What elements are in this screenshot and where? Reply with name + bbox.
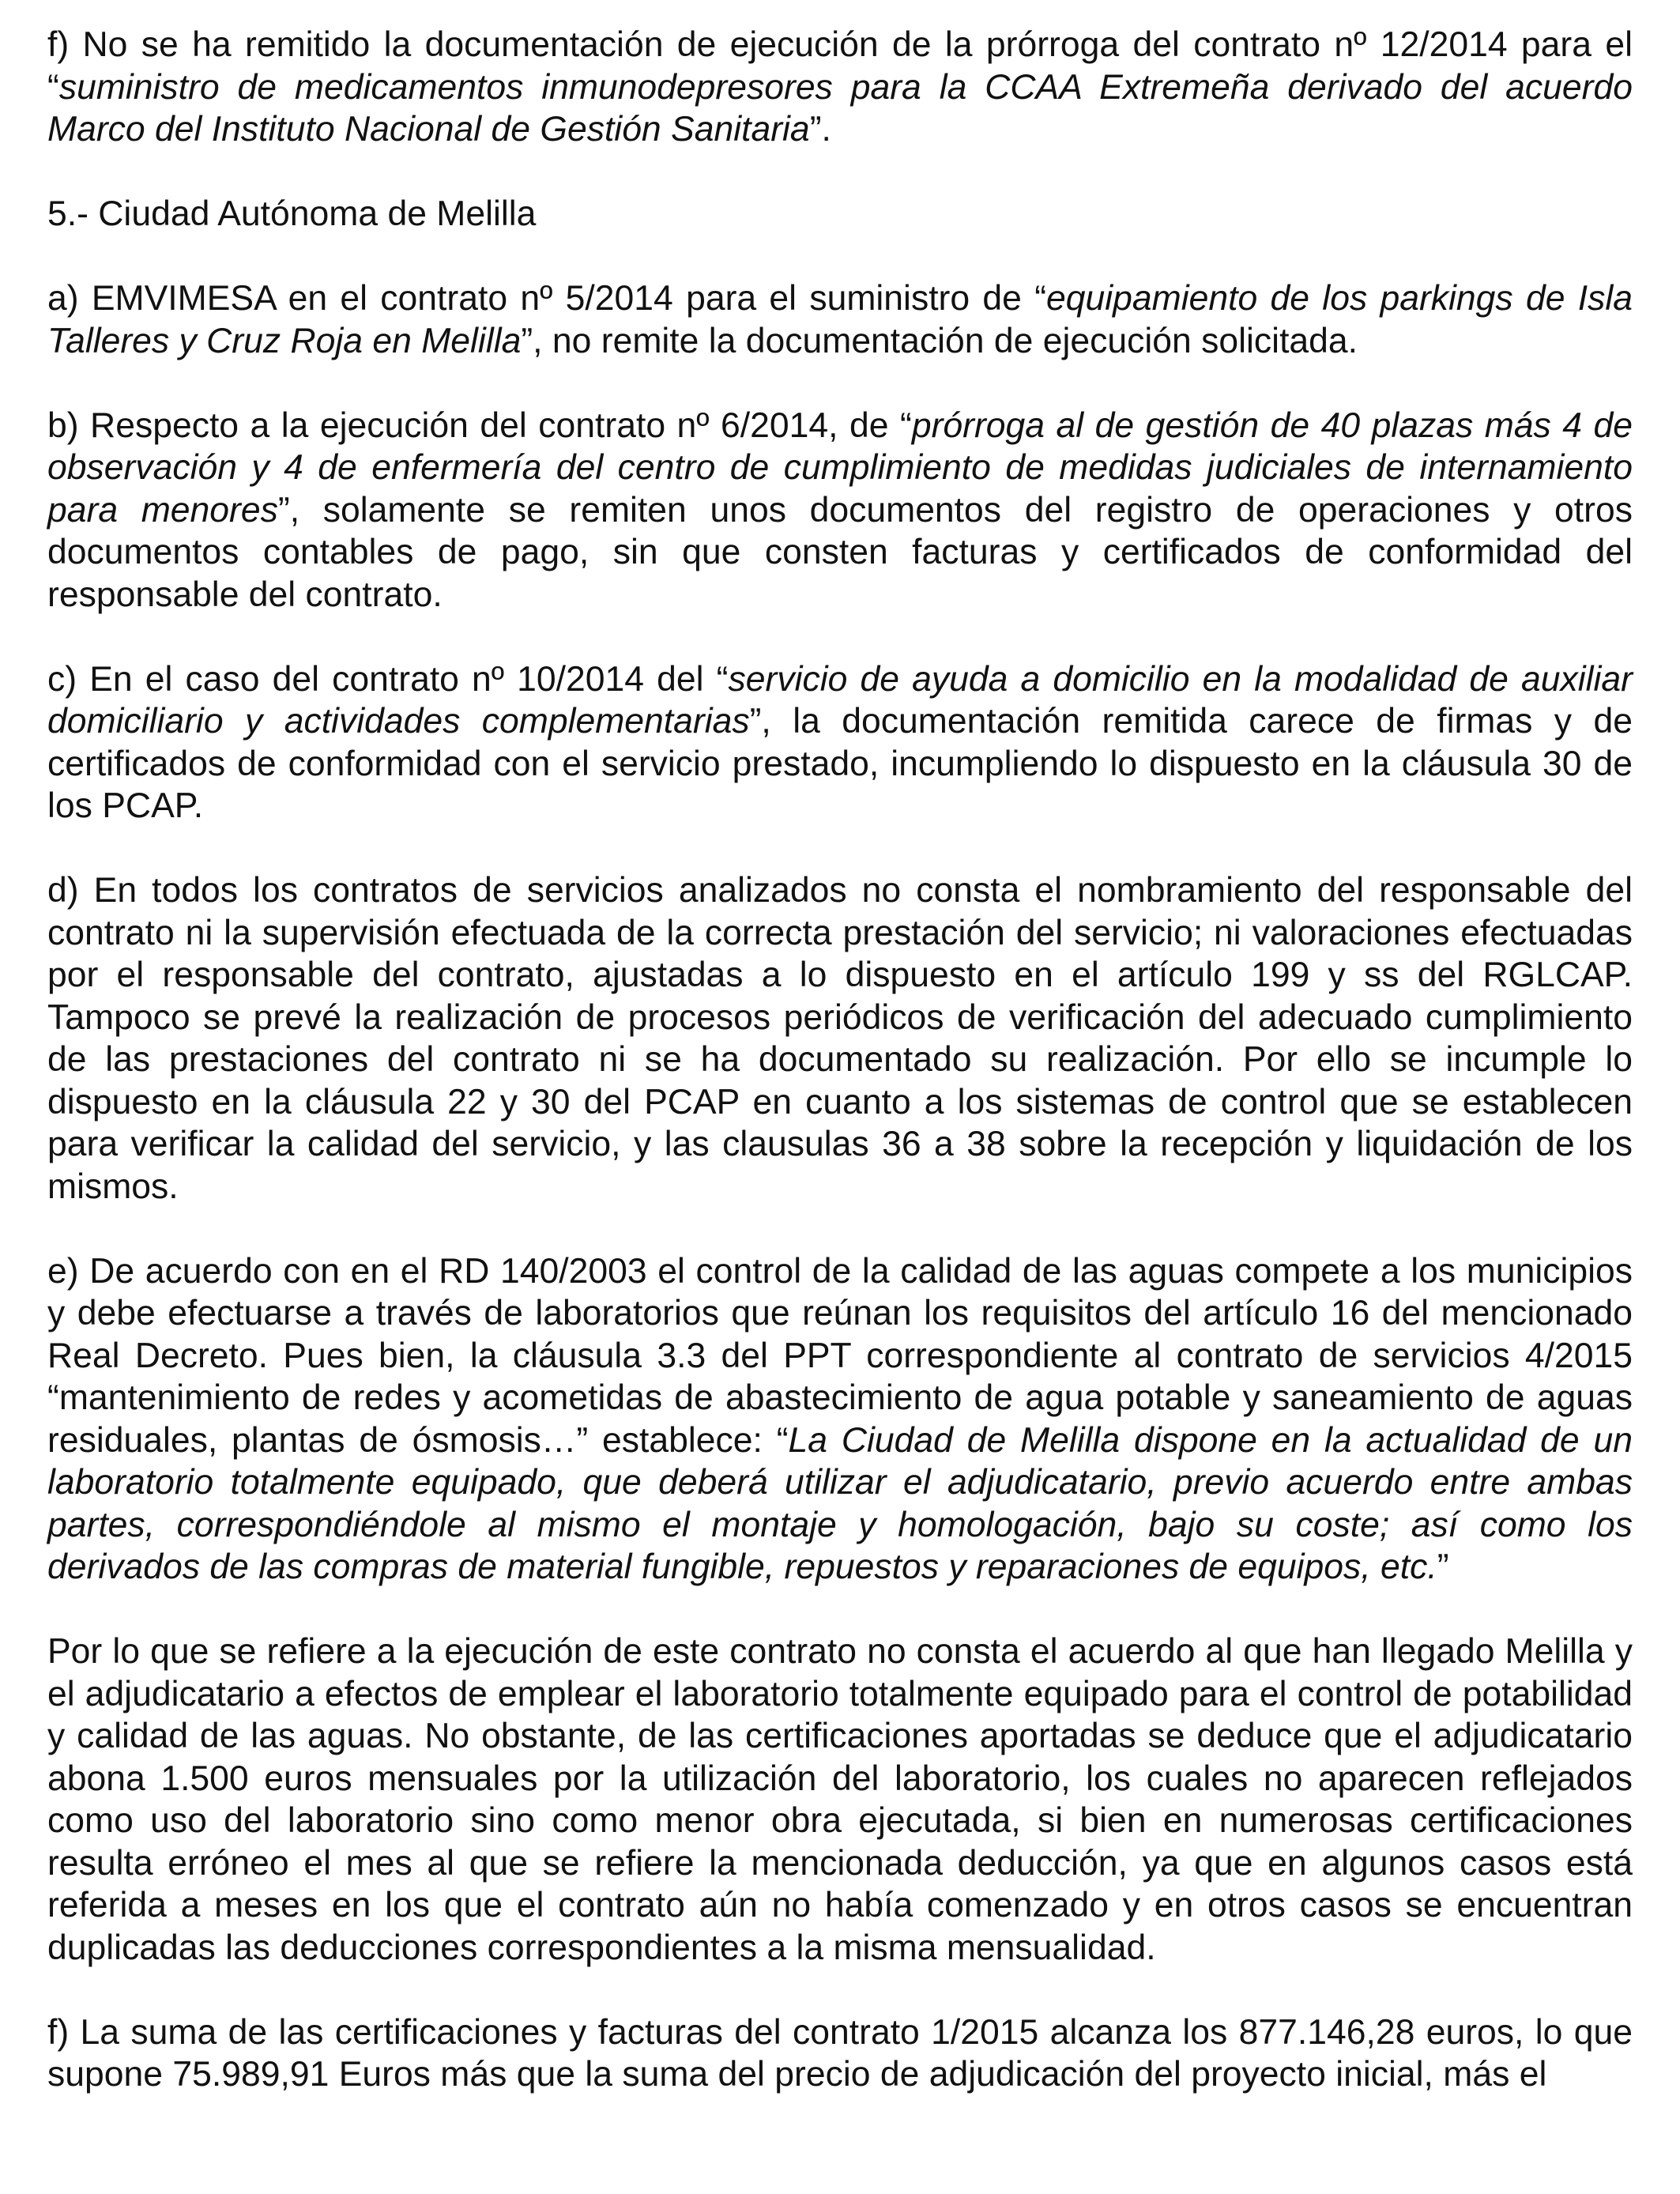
- italic-text-run: suministro de medicamentos inmunodepresores para la CCAA Extremeña derivado del acuerdo Marco del Instituto Nacional de Gestión Sanitaria: [47, 67, 1633, 149]
- text-run: f) No se ha remitido la documentación de ejecución de la prórroga del contrato nº 12/2014 para el “: [47, 25, 1633, 107]
- paragraph-f-melilla: [47, 2011, 1633, 2096]
- paragraph-laboratorio: [47, 1630, 1633, 1969]
- paragraph-f-extremadura: [47, 24, 1633, 151]
- italic-text-run: prórroga al de gestión de 40 plazas más 4 de observación y 4 de enfermería del centro de cumplimiento de medidas judiciales de internamiento para menores: [47, 405, 1633, 530]
- section-heading-melilla: [47, 193, 1633, 236]
- text-run: d) En todos los contratos de servicios analizados no consta el nombramiento del responsable del contrato ni la supervisión efectuada de la correcta prestación del servicio; ni valoraciones efectuadas por el responsable del contrato, ajustadas a lo dispuesto en el artículo 199 y ss del RGLCAP. Tampoco se prevé la realización de procesos periódicos de verificación del adecuado cumplimiento de las prestaciones del contrato ni se ha documentado su realización. Por ello se incumple lo dispuesto en la cláusula 22 y 30 del PCAP en cuanto a los sistemas de control que se establecen para verificar la calidad del servicio, y las clausulas 36 a 38 sobre la recepción y liquidación de los mismos.: [47, 871, 1633, 1206]
- text-run: ”.: [809, 110, 831, 149]
- text-run: e) De acuerdo con en el RD 140/2003 el control de la calidad de las aguas compete a los municipios y debe efectuarse a través de laboratorios que reúnan los requisitos del artículo 16 del mencionado Real Decreto. Pues bien, la cláusula 3.3 del PPT correspondiente al contrato de servicios 4/2015 “mantenimiento de redes y acometidas de abastecimiento de agua potable y saneamiento de aguas residuales, plantas de ósmosis…” establece: “: [47, 1251, 1633, 1460]
- paragraph-a: [47, 277, 1633, 362]
- text-run: ”, la documentación remitida carece de firmas y de certificados de conformidad con el servicio prestado, incumpliendo lo dispuesto en la cláusula 30 de los PCAP.: [47, 702, 1633, 825]
- text-run: f) La suma de las certificaciones y facturas del contrato 1/2015 alcanza los 877.146,28 euros, lo que supone 75.989,91 Euros más que la suma del precio de adjudicación del proyecto inicial, más el: [47, 2012, 1633, 2094]
- paragraph-d: [47, 869, 1633, 1208]
- text-run: a) EMVIMESA en el contrato nº 5/2014 para el suministro de “: [47, 279, 1047, 318]
- text-run: Por lo que se refiere a la ejecución de este contrato no consta el acuerdo al que han llegado Melilla y el adjudicatario a efectos de emplear el laboratorio totalmente equipado para el control de potabilidad y calidad de las aguas. No obstante, de las certificaciones aportadas se deduce que el adjudicatario abona 1.500 euros mensuales por la utilización del laboratorio, los cuales no aparecen reflejados como uso del laboratorio sino como menor obra ejecutada, si bien en numerosas certificaciones resulta erróneo el mes al que se refiere la mencionada deducción, ya que en algunos casos está referida a meses en los que el contrato aún no había comenzado y en otros casos se encuentran duplicadas las deducciones correspondientes a la misma mensualidad.: [47, 1632, 1633, 1967]
- italic-text-run: servicio de ayuda a domicilio en la modalidad de auxiliar domiciliario y actividades complementarias: [47, 659, 1633, 741]
- document-page: [47, 24, 1633, 2096]
- text-run: ”: [1437, 1547, 1449, 1586]
- italic-text-run: La Ciudad de Melilla dispone en la actualidad de un laboratorio totalmente equipado, que deberá utilizar el adjudicatario, previo acuerdo entre ambas partes, correspondiéndole al mismo el montaje y homologación, bajo su coste; así como los derivados de las compras de material fungible, repuestos y reparaciones de equipos, etc.: [47, 1420, 1633, 1586]
- text-run: c) En el caso del contrato nº 10/2014 del “: [47, 659, 729, 699]
- text-run: ”, solamente se remiten unos documentos del registro de operaciones y otros documentos contables de pago, sin que consten facturas y certificados de conformidad del responsable del contrato.: [47, 490, 1633, 614]
- italic-text-run: equipamiento de los parkings de Isla Talleres y Cruz Roja en Melilla: [47, 279, 1633, 360]
- paragraph-c: [47, 658, 1633, 827]
- text-run: b) Respecto a la ejecución del contrato nº 6/2014, de “: [47, 405, 912, 445]
- text-run: ”, no remite la documentación de ejecución solicitada.: [521, 321, 1358, 360]
- paragraph-b: [47, 405, 1633, 616]
- paragraph-e: [47, 1250, 1633, 1589]
- section-heading-text: 5.- Ciudad Autónoma de Melilla: [47, 194, 537, 233]
